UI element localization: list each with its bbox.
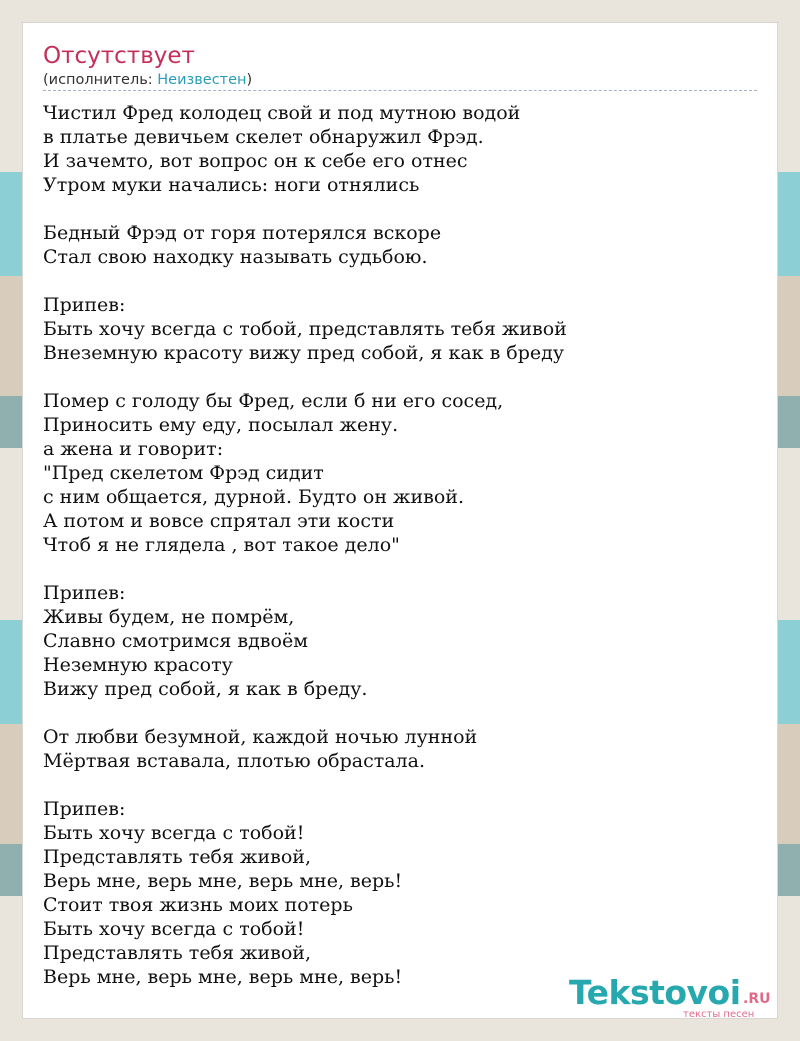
lyrics-line: Припев: (43, 294, 126, 316)
lyrics-line (43, 701, 759, 725)
lyrics-line: Живы будем, не помрём, (43, 606, 295, 628)
lyrics-line: Приносить ему еду, посылал жену. (43, 414, 399, 436)
lyrics-line (43, 557, 759, 581)
lyrics-line: Представлять тебя живой, (43, 942, 312, 964)
lyrics-line: Представлять тебя живой, (43, 846, 312, 868)
lyrics-line: а жена и говорит: (43, 438, 224, 460)
lyrics-line: Помер с голоду бы Фред, если б ни его сосед, (43, 390, 504, 412)
logo-subtitle: тексты песен (683, 1009, 755, 1020)
lyrics-line: Верь мне, верь мне, верь мне, верь! (43, 870, 403, 892)
lyrics-line: Припев: (43, 582, 126, 604)
lyrics-line: А потом и вовсе спрятал эти кости (43, 510, 395, 532)
lyrics-line (43, 197, 759, 221)
lyrics-card (22, 22, 778, 1019)
lyrics-line: Неземную красоту (43, 654, 233, 676)
lyrics-line: Быть хочу всегда с тобой, представлять тебя живой (43, 318, 567, 340)
artist-suffix: ) (246, 72, 253, 88)
lyrics-line: И зачемто, вот вопрос он к себе его отнес (43, 150, 468, 172)
lyrics-line: Быть хочу всегда с тобой! (43, 822, 305, 844)
lyrics-line: От любви безумной, каждой ночью лунной (43, 726, 478, 748)
lyrics-line: Славно смотримся вдвоём (43, 630, 308, 652)
lyrics-line: "Пред скелетом Фрэд сидит (43, 462, 324, 484)
lyrics-line: Стоит твоя жизнь моих потерь (43, 894, 353, 916)
lyrics-line: Верь мне, верь мне, верь мне, верь! (43, 966, 403, 988)
lyrics-text (43, 101, 759, 989)
artist-line (43, 72, 252, 88)
lyrics-line: Бедный Фрэд от горя потерялся вскоре (43, 222, 442, 244)
lyrics-line: Припев: (43, 798, 126, 820)
lyrics-line: Утром муки начались: ноги отнялись (43, 174, 420, 196)
lyrics-line: Чистил Фред колодец свой и под мутною водой (43, 102, 521, 124)
lyrics-line: Вижу пред собой, я как в бреду. (43, 678, 368, 700)
logo-wordmark: Tekstovoi (569, 973, 741, 1012)
artist-link[interactable]: Неизвестен (157, 72, 247, 88)
lyrics-line: с ним общается, дурной. Будто он живой. (43, 486, 464, 508)
lyrics-line: Стал свою находку называть судьбою. (43, 246, 428, 268)
tekstovoi-logo[interactable] (569, 973, 779, 1023)
lyrics-line: Внеземную красоту вижу пред собой, я как в бреду (43, 342, 565, 364)
lyrics-line: Мёртвая вставала, плотью обрастала. (43, 750, 425, 772)
song-title: Отсутствует (43, 43, 195, 69)
artist-prefix: (исполнитель: (43, 72, 158, 88)
lyrics-line (43, 365, 759, 389)
lyrics-line: в платье девичьем скелет обнаружил Фрэд. (43, 126, 484, 148)
title-divider (43, 90, 757, 91)
lyrics-line (43, 269, 759, 293)
lyrics-line (43, 773, 759, 797)
logo-domain: .RU (743, 991, 771, 1007)
lyrics-line: Быть хочу всегда с тобой! (43, 918, 305, 940)
lyrics-line: Чтоб я не глядела , вот такое дело" (43, 534, 400, 556)
